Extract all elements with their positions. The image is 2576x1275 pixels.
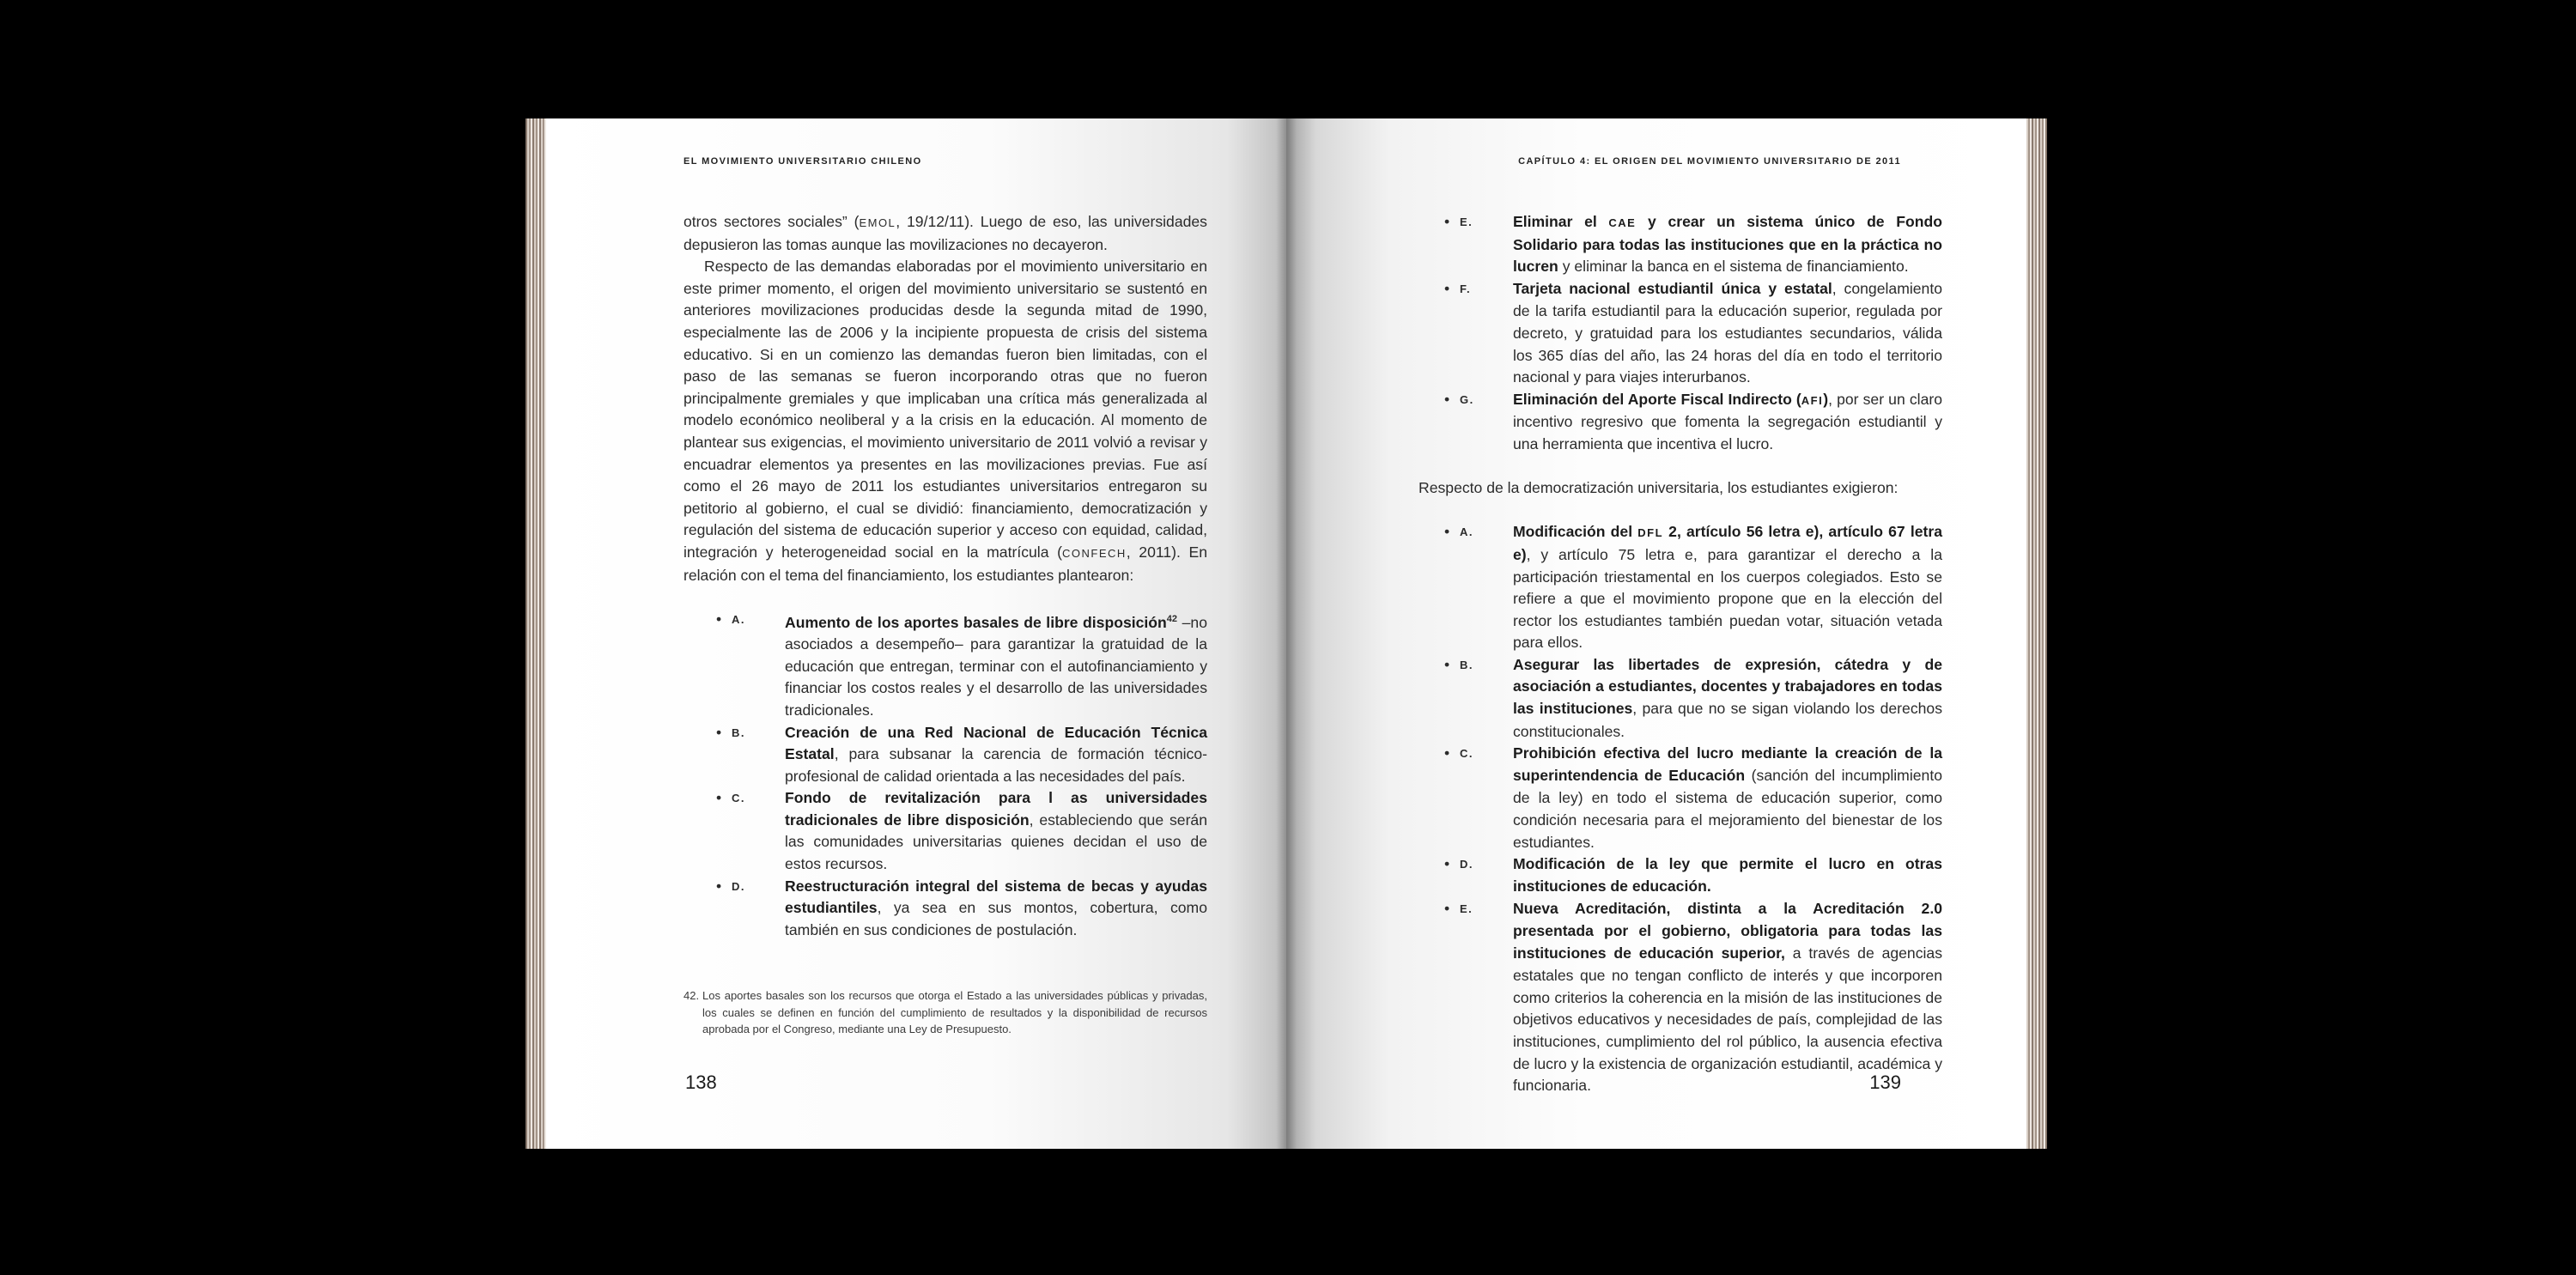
bullet-icon: • (1444, 279, 1450, 297)
page-edge-left (526, 118, 548, 1149)
footnote-text: Los aportes basales son los recursos que otorga el Estado a las universidades públicas y privadas, los cuales se definen en función del cumplimiento de resultados y la disponibilidad de recursos aprobada por el Congreso, mediante una Ley de Presupuesto. (702, 989, 1207, 1035)
bullet-icon: • (1444, 744, 1450, 762)
list-item: • B. Creación de una Red Nacional de Educación Técnica Estatal, para subsanar la carencia de formación técnico-profesional de calidad orientada a las necesidades del país. (716, 723, 1207, 785)
running-head: CAPÍTULO 4: EL ORIGEN DEL MOVIMIENTO UNIVERSITARIO DE 2011 (1518, 156, 1901, 167)
bullet-icon: • (716, 877, 722, 895)
list-item: • A. Modificación del DFL 2, artículo 56 letra e), artículo 67 letra e), y artículo 75 letra e, para garantizar el derecho a la participación triestamental en los cuerpos colegiados. Esto se refiere a que el movimiento propone que en la elección del rector los estudiantes también puedan votar, situación vetada para ellos. (1444, 523, 1942, 652)
left-page (546, 118, 1286, 1149)
right-page (1286, 118, 2026, 1149)
open-book (526, 118, 2047, 1149)
bullet-icon: • (1444, 855, 1450, 873)
bullet-icon: • (716, 789, 722, 807)
lead-paragraph: Respecto de la democratización universitaria, los estudiantes exigieron: (1419, 479, 1899, 497)
body-text (1419, 211, 1942, 1097)
list-item: • E. Nueva Acreditación, distinta a la Acreditación 2.0 presentada por el gobierno, obligatoria para todas las instituciones de educación superior, a través de agencias estatales que no tengan conflicto de interés y que incorporen como criterios la coherencia en la misión de las instituciones de objetivos educativos y necesidades de país, complejidad de las instituciones, cumplimiento del rol público, la ausencia efectiva de lucro y la existencia de organización estudiantil, académica y funcionaria. (1444, 900, 1943, 1095)
small-caps: EMOL (859, 216, 896, 229)
list-item: • G. Eliminación del Aporte Fiscal Indirecto (AFI), por ser un claro incentivo regresivo que fomenta la segregación estudiantil y una herramienta que incentiva el lucro. (1444, 390, 1942, 452)
bullet-icon: • (1444, 523, 1450, 541)
list-item: • B. Asegurar las libertades de expresión, cátedra y de asociación a estudiantes, docentes y trabajadores en todas las instituciones, para que no se sigan violando los derechos constitucionales. (1444, 655, 1942, 740)
demand-list (716, 609, 1207, 942)
list-item: • C. Prohibición efectiva del lucro mediante la creación de la superintendencia de Educación (sanción del incumplimiento de la ley) en todo el sistema de educación superior, como condición necesaria para el mejoramiento del bienestar de los estudiantes. (1444, 744, 1942, 851)
bullet-icon: • (1444, 213, 1450, 230)
list-item: • D. Modificación de la ley que permite el lucro en otras instituciones de educación. (1444, 855, 1942, 895)
list-item: • D. Reestructuración integral del sistema de becas y ayudas estudiantiles, ya sea en sus montos, cobertura, como también en sus condiciones de postulación. (716, 877, 1207, 938)
page-number: 139 (1869, 1072, 1901, 1093)
small-caps: CONFECH (1061, 546, 1127, 560)
spine-gutter (1276, 118, 1297, 1149)
running-head: EL MOVIMIENTO UNIVERSITARIO CHILENO (683, 156, 922, 167)
list-item: • F. Tarjeta nacional estudiantil única y estatal, congelamiento de la tarifa estudiantil para la educación superior, regulada por decreto, y gratuidad para los estudiantes secundarios, válida los 365 días del año, las 24 horas del día en todo el territorio nacional y para viajes interurbanos. (1444, 279, 1942, 386)
paragraph: Respecto de las demandas elaboradas por el movimiento universitario en este primer momento, el origen del movimiento universitario se sustentó en anteriores movilizaciones producidas desde la segunda mitad de 1990, especialmente las de 2006 y la incipiente propuesta de crisis del sistema educativo. Si en un comienzo las demandas fueron bien limitadas, con el paso de las semanas se fueron incorporando otras que no fueron principalmente gremiales y que implicaban una crítica más generalizada al modelo económico neoliberal y a la crisis en la educación. Al momento de plantear sus exigencias, el movimiento universitario de 2011 volvió a revisar y encuadrar elementos ya presentes en las movilizaciones previas. Fue así como el 26 mayo de 2011 los estudiantes universitarios entregaron su petitorio al gobierno, el cual se dividió: financiamiento, democratización y regulación del sistema de educación superior y acceso con equidad, calidad, integración y heterogeneidad social en la matrícula (CONFECH, 2011). En relación con el tema del financiamiento, los estudiantes plantearon: (683, 258, 1208, 584)
bullet-icon: • (1444, 655, 1450, 673)
bullet-icon: • (1444, 390, 1450, 408)
body-text (683, 211, 1207, 941)
bullet-icon: • (716, 723, 722, 741)
bullet-icon: • (716, 610, 722, 628)
bullet-icon: • (1444, 900, 1450, 918)
financing-list-continued (1444, 211, 1942, 456)
page-number: 138 (685, 1072, 717, 1093)
list-item: • A. Aumento de los aportes basales de libre disposición$^{42}$ –no asociados a desempeño– para garantizar la gratuidad de la educación que entregan, terminar con el autofinanciamiento y financiar los costos reales y el desarrollo de las universidades tradicionales. (716, 610, 1207, 719)
list-item: • C. Fondo de revitalización para l as universidades tradicionales de libre disposición, estableciendo que serán las comunidades universitarias quienes decidan el uso de estos recursos. (716, 789, 1208, 873)
footnote-number: 42. (683, 989, 700, 1002)
democratization-list (1444, 521, 1942, 1096)
footnote (683, 987, 1207, 1038)
opening-paragraph: otros sectores sociales” (EMOL, 19/12/11). Luego de eso, las universidades depusieron las tomas aunque las movilizaciones no decayeron. (683, 213, 1207, 253)
footnote-ref[interactable]: 42 (1166, 613, 1178, 624)
page-edge-right (2025, 118, 2047, 1149)
list-item: • E. Eliminar el CAE y crear un sistema único de Fondo Solidario para todas las instituciones que en la práctica no lucren y eliminar la banca en el sistema de financiamiento. (1444, 213, 1942, 276)
